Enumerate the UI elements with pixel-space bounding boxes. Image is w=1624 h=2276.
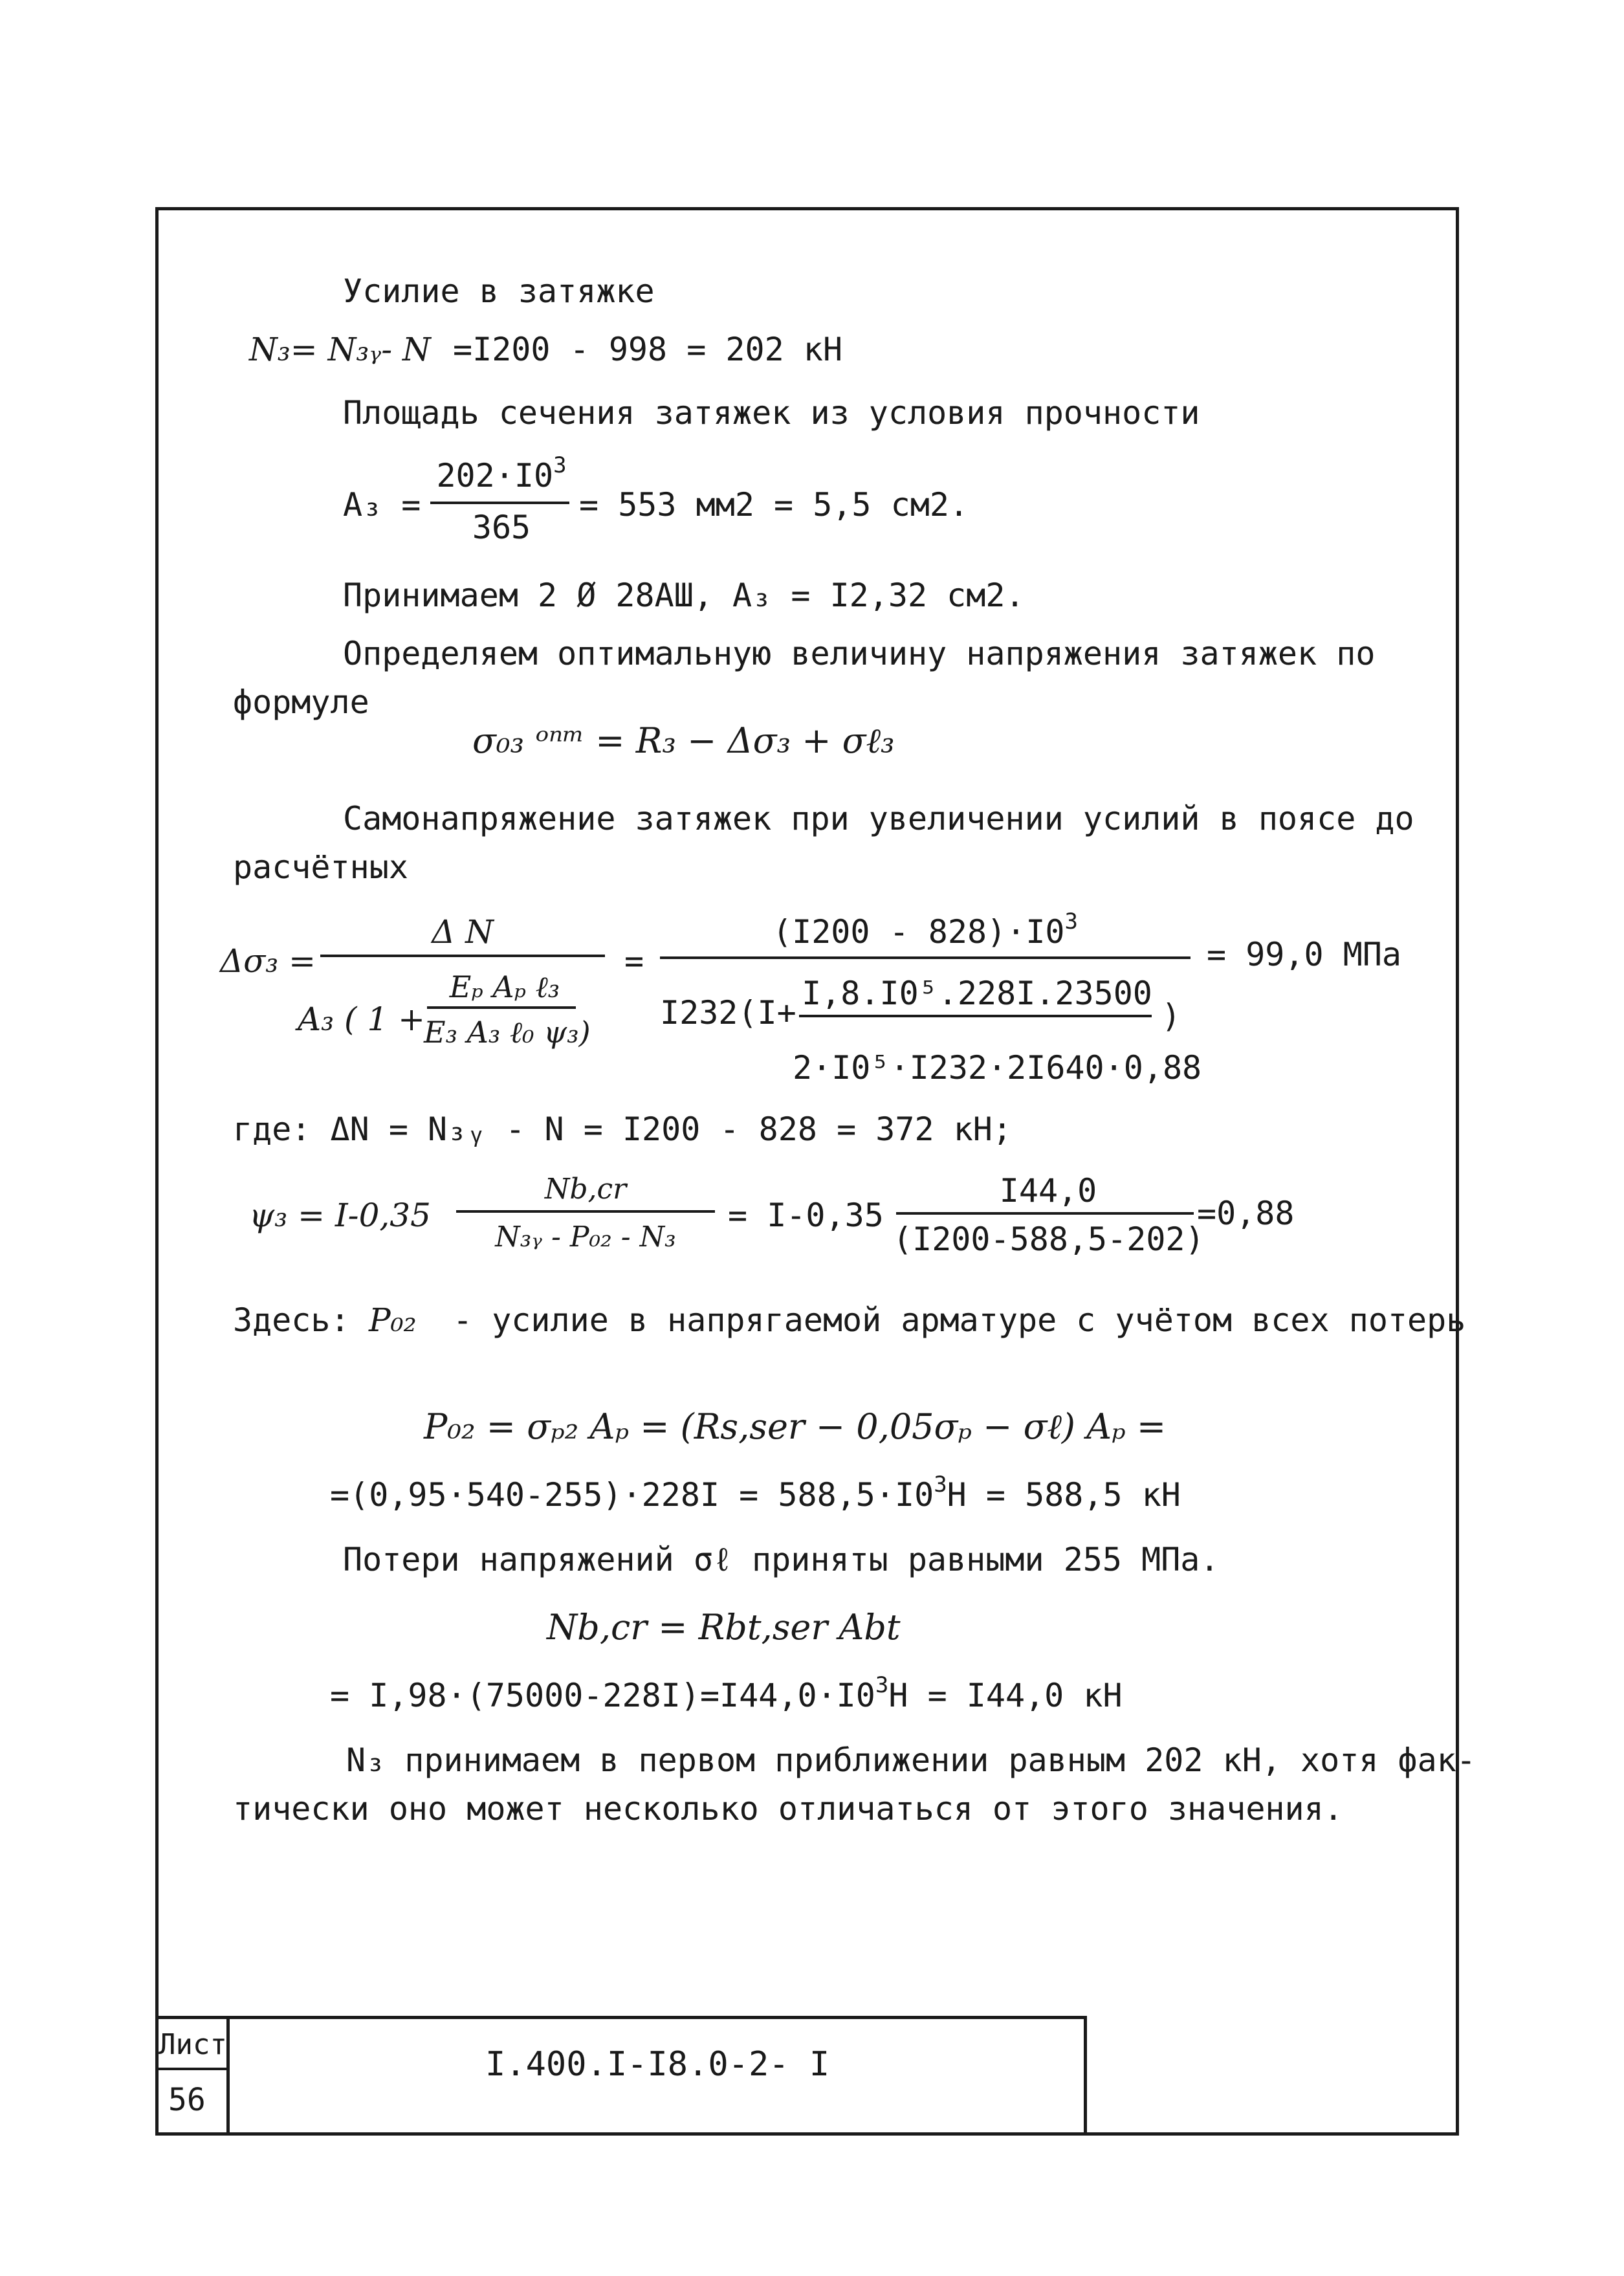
opt-formula: σ₀₃ ᵒⁿᵐ = R₃ − Δσ₃ + σℓ₃	[472, 720, 895, 761]
eq-n3-lhs: N₃= N₃ᵧ- N	[249, 331, 431, 368]
where-line: где: ΔN = N₃ᵧ - N = I200 - 828 = 372 кН;	[233, 1110, 1013, 1148]
dsig-result: = 99,0 МПа	[1207, 936, 1402, 973]
sheet-number: 56	[168, 2082, 206, 2118]
area-lhs: A₃ =	[343, 486, 421, 524]
heading-effort: Усилие в затяжке	[343, 272, 655, 310]
dsig-inner-den-val: 2·I0⁵·I232·2I640·0,88	[793, 1049, 1202, 1087]
area-rhs: = 553 мм2 = 5,5 см2.	[579, 486, 969, 524]
psi-num-val: I44,0	[999, 1172, 1097, 1210]
area-intro: Площадь сечения затяжек из условия прочности	[343, 394, 1200, 432]
psi-val-bar	[896, 1212, 1194, 1215]
nbcr-formula: Nb,cr = Rbt,ser Abt	[547, 1607, 901, 1648]
nbcr-calc: = $I,98\cdot(75000-228I)=I44,0\cdot I0^3Н = I44,0$ кН	[330, 1672, 1123, 1714]
sheet-divider	[155, 2068, 230, 2070]
psi-den-val: (I200-588,5-202)	[893, 1221, 1205, 1258]
dsig-num-sym: Δ N	[432, 913, 494, 951]
dsig-inner-den: E₃ A₃ ℓ₀ ψ₃)	[424, 1015, 591, 1050]
p02-formula: P₀₂ = σₚ₂ Aₚ = (Rs,ser − 0,05σₚ − σℓ) Aₚ =	[424, 1406, 1167, 1447]
psi-lhs: ψ₃ = I-0,35	[249, 1197, 431, 1234]
area-denominator: 365	[472, 509, 531, 546]
dsig-inner-num: Eₚ Aₚ ℓ₃	[449, 969, 560, 1004]
sheet-label: Лист	[159, 2028, 227, 2061]
opt-line-2: формуле	[233, 683, 369, 721]
psi-den-sym: N₃ᵧ - P₀₂ - N₃	[495, 1221, 676, 1254]
opt-line-1: Определяем оптимальную величину напряжения затяжек по	[343, 635, 1376, 672]
here-text: - усилие в напрягаемой арматуре с учётом всех потерь	[453, 1301, 1466, 1339]
psi-result: =0,88	[1197, 1195, 1295, 1232]
area-fraction-bar	[430, 502, 569, 504]
here-label: Здесь:	[233, 1301, 350, 1339]
psi-num-sym: Nb,cr	[544, 1173, 627, 1206]
self-line-1: Самонапряжение затяжек при увеличении усилий в поясе до	[343, 800, 1414, 837]
area-numerator: $202\cdot I0^3$	[436, 452, 567, 494]
eq-n3-rhs: =I200 - 998 = 202 кН	[453, 331, 843, 368]
title-block-stamp	[155, 2016, 1087, 2136]
dsig-inner-bar	[427, 1006, 576, 1009]
self-line-2: расчётных	[233, 848, 408, 886]
doc-code: I.400.I-I8.0-2- I	[485, 2045, 830, 2084]
dsig-den-sym: A₃ ( 1 +	[298, 1000, 426, 1038]
accept-line: Принимаем 2 Ø 28АШ, A₃ = I2,32 см2.	[343, 577, 1025, 614]
dsig-lhs: Δσ₃ =	[220, 942, 316, 980]
dsig-num-val: $(I200 - 828)\cdot I0^3$	[772, 909, 1079, 951]
losses-text: Потери напряжений σℓ приняты равными 255 МПа.	[343, 1541, 1220, 1578]
dsig-inner-val-bar	[799, 1015, 1152, 1017]
psi-mid: = I-0,35	[728, 1197, 884, 1234]
dsig-eq: =	[624, 942, 644, 980]
dsig-den-val-pre: I232(I+	[660, 994, 796, 1032]
final-line-1: N₃ принимаем в первом приближении равным 202 кН, хотя фак-	[346, 1741, 1476, 1779]
psi-sym-bar	[456, 1210, 715, 1213]
dsig-val-bar	[660, 956, 1191, 959]
p02-calc: $=(0,95\cdot 540-255)\cdot 228I = 588,5\cdot I0^3Н = 588,5$ кН	[330, 1472, 1181, 1514]
dsig-den-close: )	[1161, 997, 1181, 1035]
here-sym: P₀₂	[369, 1301, 417, 1339]
dsig-sym-bar	[320, 955, 605, 957]
dsig-inner-num-val: I,8.I0⁵.228I.23500	[802, 975, 1152, 1012]
final-line-2: тически оно может несколько отличаться от этого значения.	[233, 1790, 1343, 1828]
